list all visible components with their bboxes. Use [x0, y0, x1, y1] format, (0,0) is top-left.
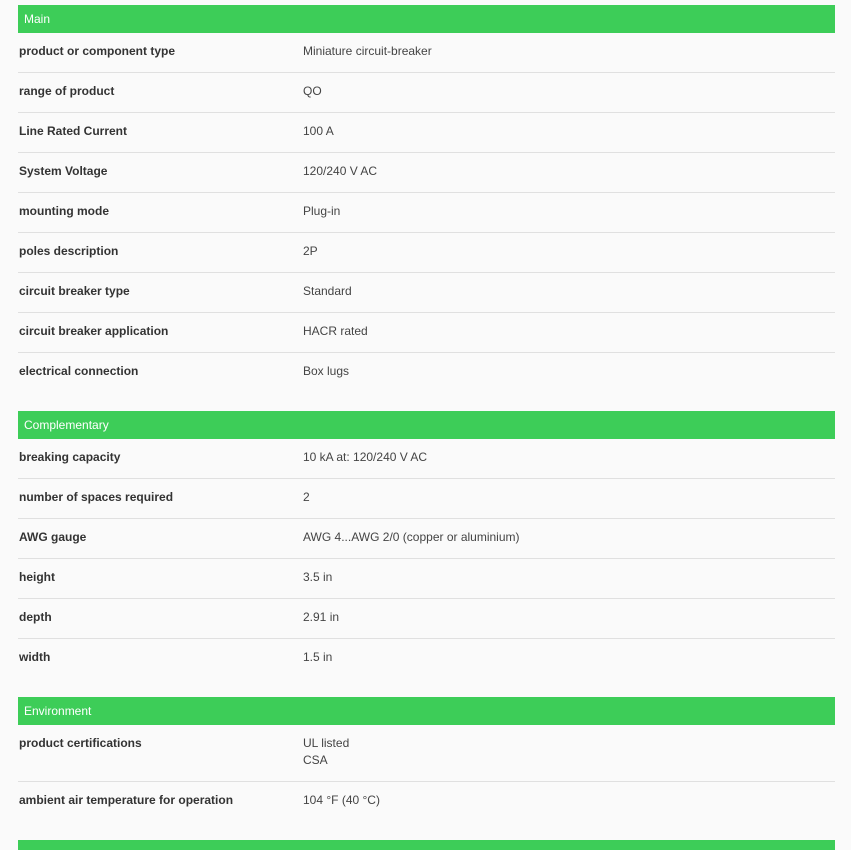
spec-value-line: 1.5 in — [303, 650, 333, 664]
spec-value-line: 2P — [303, 244, 318, 258]
section-header-environment: Environment — [18, 697, 835, 725]
spec-value — [303, 123, 835, 140]
spec-row — [18, 313, 835, 353]
spec-value-line: QO — [303, 84, 322, 98]
spec-value — [303, 323, 835, 340]
spec-row — [18, 233, 835, 273]
spec-label: circuit breaker application — [19, 324, 169, 338]
spec-row — [18, 353, 835, 393]
spec-value-line: AWG 4...AWG 2/0 (copper or aluminium) — [303, 530, 520, 544]
spec-label: circuit breaker type — [19, 284, 130, 298]
spec-row — [18, 725, 835, 782]
section-header-main: Main — [18, 5, 835, 33]
spec-value — [303, 283, 835, 300]
spec-row — [18, 193, 835, 233]
spec-label: mounting mode — [19, 204, 109, 218]
spec-value-line: 100 A — [303, 124, 334, 138]
spec-value-line: UL listed — [303, 736, 350, 750]
spec-value-line: Box lugs — [303, 364, 350, 378]
spec-label: poles description — [19, 244, 119, 258]
spec-label: range of product — [19, 84, 115, 98]
section-header-complementary: Complementary — [18, 411, 835, 439]
spec-value — [303, 609, 835, 626]
spec-label: AWG gauge — [19, 530, 87, 544]
spec-row — [18, 153, 835, 193]
spec-value — [303, 489, 835, 506]
spec-sheet — [18, 5, 835, 850]
spec-label: ambient air temperature for operation — [19, 793, 234, 807]
spec-value-line: 104 °F (40 °C) — [303, 793, 380, 807]
section-complementary — [18, 411, 835, 679]
section-environment — [18, 697, 835, 822]
spec-row — [18, 559, 835, 599]
section-main — [18, 5, 835, 393]
spec-value — [303, 203, 835, 220]
spec-value — [303, 529, 835, 546]
spec-label: breaking capacity — [19, 450, 121, 464]
spec-row — [18, 519, 835, 559]
spec-value-line: Plug-in — [303, 204, 341, 218]
spec-value — [303, 163, 835, 180]
spec-value-line: 120/240 V AC — [303, 164, 378, 178]
spec-label: electrical connection — [19, 364, 139, 378]
spec-value-line: HACR rated — [303, 324, 368, 338]
spec-value-line: 2.91 in — [303, 610, 340, 624]
spec-label: product or component type — [19, 44, 175, 58]
spec-label: height — [19, 570, 55, 584]
spec-label: Line Rated Current — [19, 124, 128, 138]
spec-row — [18, 479, 835, 519]
spec-value — [303, 43, 835, 60]
spec-label: width — [19, 650, 51, 664]
spec-row — [18, 33, 835, 73]
spec-value — [303, 449, 835, 466]
spec-value — [303, 735, 835, 769]
spec-label: System Voltage — [19, 164, 108, 178]
spec-value — [303, 569, 835, 586]
spec-value-line: 10 kA at: 120/240 V AC — [303, 450, 428, 464]
spec-value — [303, 83, 835, 100]
spec-value — [303, 792, 835, 809]
spec-value-line: Miniature circuit-breaker — [303, 44, 432, 58]
spec-label: product certifications — [19, 736, 142, 750]
spec-row — [18, 73, 835, 113]
spec-value — [303, 243, 835, 260]
section-header-next — [18, 840, 835, 850]
spec-value-line: Standard — [303, 284, 352, 298]
spec-row — [18, 782, 835, 822]
spec-row — [18, 439, 835, 479]
spec-value — [303, 363, 835, 380]
spec-value-line: 3.5 in — [303, 570, 333, 584]
spec-label: depth — [19, 610, 52, 624]
spec-row — [18, 113, 835, 153]
spec-row — [18, 639, 835, 679]
spec-label: number of spaces required — [19, 490, 174, 504]
spec-row — [18, 599, 835, 639]
spec-row — [18, 273, 835, 313]
spec-value-line: 2 — [303, 490, 310, 504]
spec-value-line: CSA — [303, 753, 328, 767]
spec-value — [303, 649, 835, 666]
